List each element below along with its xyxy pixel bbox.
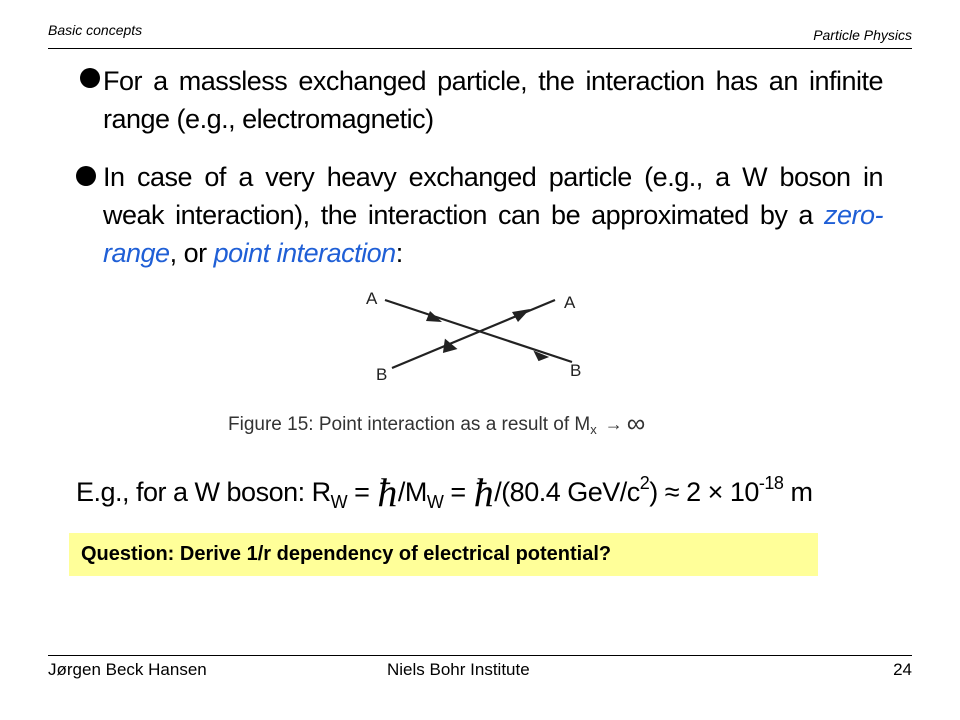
arrow-right-icon: → bbox=[604, 414, 623, 434]
footer-institute: Niels Bohr Institute bbox=[387, 660, 530, 679]
figure-caption bbox=[228, 408, 645, 439]
eq-text: = bbox=[443, 477, 473, 507]
eq-subscript: W bbox=[330, 492, 348, 512]
infinity-icon: ∞ bbox=[626, 408, 646, 438]
header-left: Basic concepts bbox=[48, 22, 143, 38]
footer-divider bbox=[48, 655, 912, 656]
eq-text: /M bbox=[397, 477, 427, 507]
footer-page-number: 24 bbox=[893, 660, 912, 679]
bullet-massless bbox=[103, 62, 883, 138]
label-a-in: A bbox=[366, 289, 378, 308]
bullet-massless-text: For a massless exchanged particle, the interaction has an infinite range (e.g., electromagnetic) bbox=[103, 66, 883, 134]
term-zero-range: zero-range bbox=[103, 200, 883, 268]
question-box: Question: Derive 1/r dependency of electrical potential? bbox=[69, 533, 818, 576]
label-b-in: B bbox=[376, 365, 388, 384]
caption-text: Figure 15: Point interaction as a result of M bbox=[228, 414, 591, 435]
term-point-interaction: point interaction bbox=[213, 238, 396, 268]
bullet-heavy-text: In case of a very heavy exchanged particle (e.g., a W boson in weak interaction), the interaction can be approximated by a bbox=[103, 162, 883, 230]
arrow-icon bbox=[441, 337, 458, 353]
bullet-heavy bbox=[103, 158, 883, 272]
eq-superscript: -18 bbox=[758, 473, 784, 493]
eq-subscript: W bbox=[426, 492, 444, 512]
bullet-icon bbox=[76, 166, 96, 186]
point-interaction-diagram bbox=[360, 282, 600, 392]
bullet-icon bbox=[80, 68, 100, 88]
header-right: Particle Physics bbox=[813, 27, 912, 43]
eq-text: = bbox=[347, 477, 377, 507]
hbar-icon: ħ bbox=[377, 470, 397, 515]
eq-text: /(80.4 GeV/c bbox=[494, 477, 640, 507]
eq-text: m bbox=[783, 477, 813, 507]
label-a-out: A bbox=[564, 293, 576, 312]
bullet-heavy-colon: : bbox=[395, 238, 403, 268]
arrow-icon bbox=[426, 311, 442, 322]
hbar-icon: ħ bbox=[473, 470, 494, 515]
footer-author: Jørgen Beck Hansen bbox=[48, 660, 207, 679]
label-b-out: B bbox=[570, 361, 582, 380]
eq-text: E.g., for a W boson: R bbox=[76, 477, 331, 507]
header-divider bbox=[48, 48, 912, 49]
arrow-icon bbox=[512, 309, 530, 322]
eq-superscript: 2 bbox=[639, 473, 650, 493]
caption-subscript: x bbox=[590, 422, 597, 437]
eq-text: ) ≈ 2 × 10 bbox=[649, 477, 759, 507]
bullet-heavy-connector: , or bbox=[169, 238, 214, 268]
w-boson-range-equation bbox=[76, 464, 812, 513]
